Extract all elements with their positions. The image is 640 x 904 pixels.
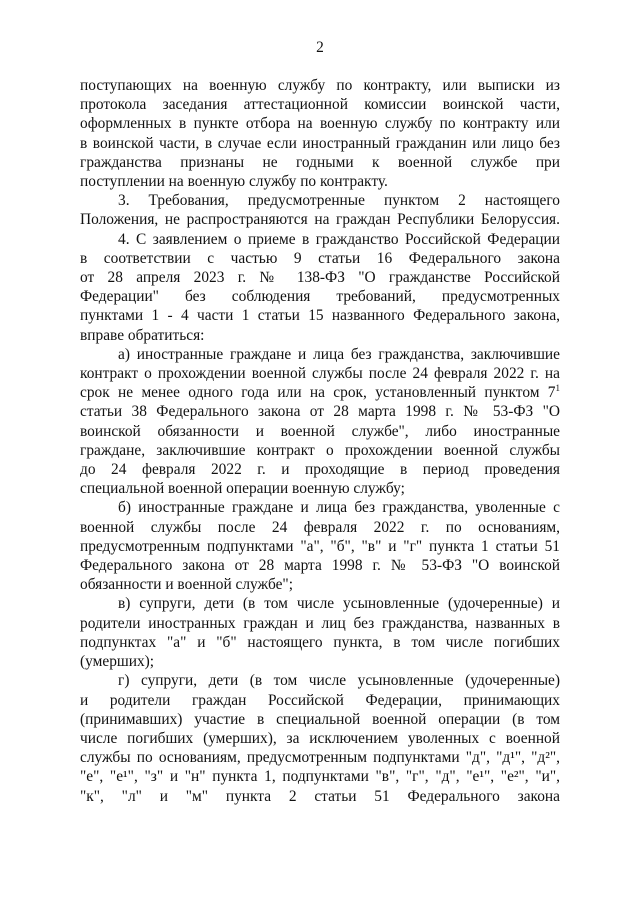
text-line <box>80 402 560 421</box>
text-line <box>80 767 560 786</box>
text-line <box>80 652 560 671</box>
text-line-content: граждане, заключившие контракт о прохождении военной службы <box>80 441 560 459</box>
text-line <box>80 268 560 287</box>
text-line-content: специальной военной операции военную службу; <box>80 480 405 498</box>
text-line <box>80 671 560 690</box>
text-line-content: Федерации" без соблюдения требований, предусмотренных <box>80 288 560 306</box>
text-line-content: г) супруги, дети (в том числе усыновленные (удочеренные) <box>118 672 560 690</box>
text-line-content: в) супруги, дети (в том числе усыновленные (удочеренные) и <box>118 595 560 613</box>
text-line <box>80 748 560 767</box>
text-line-content: поступающих на военную службу по контракту, или выписки из <box>80 77 560 94</box>
text-line-content: предусмотренным подпунктами "а", "б", "в" и "г" пункта 1 статьи 51 <box>80 537 560 555</box>
text-line-content: "е", "е¹", "з" и "н" пункта 1, подпунктами "в", "г", "д", "е¹", "е²", "и", <box>80 768 560 786</box>
text-line-content: вправе обратиться: <box>80 326 205 344</box>
text-line <box>80 210 560 229</box>
text-line <box>80 556 560 575</box>
text-line <box>80 787 560 806</box>
text-line-content: пунктами 1 - 4 части 1 статьи 15 названного Федерального закона, <box>80 307 560 325</box>
text-line <box>80 287 560 306</box>
document-body <box>80 76 560 806</box>
text-line-content: родители иностранных граждан и лиц без гражданства, названных в <box>80 614 560 632</box>
text-line <box>80 422 560 441</box>
text-line-content: от 28 апреля 2023 г. № 138-ФЗ "О гражданстве Российской <box>80 269 560 287</box>
text-line <box>80 614 560 633</box>
text-line <box>80 230 560 249</box>
text-line-content: в воинской части, в случае если иностранный гражданин или лицо без <box>80 134 560 152</box>
text-line <box>80 691 560 710</box>
text-line <box>80 460 560 479</box>
text-line <box>80 537 560 556</box>
text-line-content: обязанности и военной службе"; <box>80 576 293 594</box>
text-line-content: "к", "л" и "м" пункта 2 статьи 51 Федерального закона <box>80 787 560 805</box>
text-line-content: 4. С заявлением о приеме в гражданство Российской Федерации <box>118 230 560 248</box>
text-line-content: статьи 38 Федерального закона от 28 марта 1998 г. № 53-ФЗ "О <box>80 403 560 421</box>
text-line-content: Федерального закона от 28 марта 1998 г. № 53-ФЗ "О воинской <box>80 557 560 575</box>
text-line-content: поступлении на военную службу по контракту. <box>80 173 388 191</box>
text-line-content: оформленных в пункте отбора на военную службу по контракту или <box>80 115 560 133</box>
text-line <box>80 518 560 537</box>
text-line <box>80 95 560 114</box>
text-line-content: воинской обязанности и военной службе", либо иностранные <box>80 422 560 440</box>
text-line-content: гражданства признаны не годными к военной службе при <box>80 153 560 171</box>
text-line <box>80 249 560 268</box>
text-line <box>80 153 560 172</box>
text-line-content: (принимавших) участие в специальной военной операции (в том <box>80 710 560 728</box>
text-line <box>80 172 560 191</box>
page-number: 2 <box>316 39 324 56</box>
text-line <box>80 441 560 460</box>
text-line <box>80 633 560 652</box>
text-line <box>80 114 560 133</box>
text-line <box>80 729 560 748</box>
text-line-content: числе погибших (умерших), за исключением уволенных с военной <box>80 729 560 747</box>
text-line-content: контракт о прохождении военной службы после 24 февраля 2022 г. на <box>80 365 560 383</box>
text-line-content: 3. Требования, предусмотренные пунктом 2 настоящего <box>118 192 560 210</box>
text-line <box>80 191 560 210</box>
text-line-content: а) иностранные граждане и лица без гражданства, заключившие <box>118 345 560 363</box>
text-line <box>80 710 560 729</box>
text-line <box>80 76 560 95</box>
text-line <box>80 594 560 613</box>
text-line-content: военной службы после 24 февраля 2022 г. по основаниям, <box>80 518 560 536</box>
text-line <box>80 498 560 517</box>
superscript: 1 <box>555 383 560 394</box>
text-line <box>80 479 560 498</box>
text-line-content: (умерших); <box>80 653 155 671</box>
text-line <box>80 134 560 153</box>
text-line <box>80 364 560 383</box>
text-line-content: подпунктах "а" и "б" настоящего пункта, в том числе погибших <box>80 633 560 651</box>
text-line-content: Положения, не распространяются на граждан Республики Белоруссия. <box>80 211 560 229</box>
text-line <box>80 306 560 325</box>
text-line-content: до 24 февраля 2022 г. и проходящие в период проведения <box>80 461 560 479</box>
text-line-content: службы по основаниям, предусмотренным подпунктами "д", "д¹", "д²", <box>80 749 560 767</box>
text-line-content: протокола заседания аттестационной комиссии воинской части, <box>80 96 560 114</box>
text-line <box>80 575 560 594</box>
text-line <box>80 345 560 364</box>
text-line-content: срок не менее одного года или на срок, установленный пунктом 7 <box>80 384 556 402</box>
text-line <box>80 326 560 345</box>
text-line-content: в соответствии с частью 9 статьи 16 Федерального закона <box>80 249 560 267</box>
text-line <box>80 383 560 402</box>
text-line-content: б) иностранные граждане и лица без гражданства, уволенные с <box>118 499 560 517</box>
text-line-content: и родители граждан Российской Федерации, принимающих <box>80 691 560 709</box>
